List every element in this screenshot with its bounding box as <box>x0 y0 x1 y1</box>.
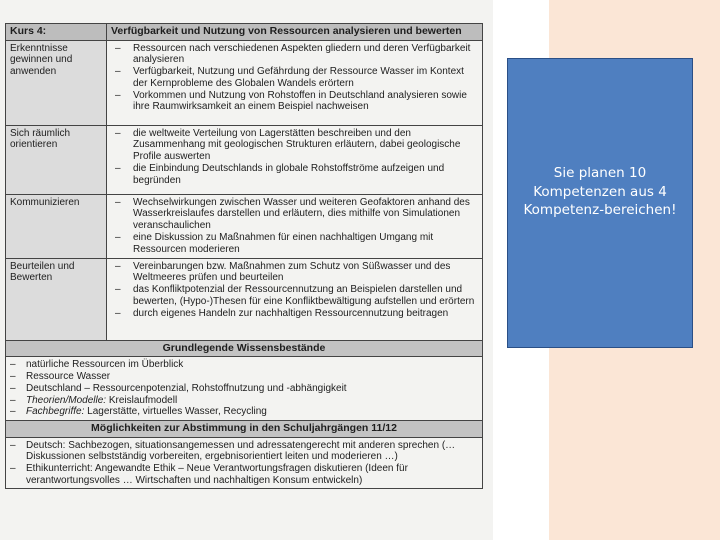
competency-items <box>107 125 483 194</box>
competency-items <box>107 40 483 125</box>
knowledge-item <box>10 406 478 418</box>
competency-item: – Vorkommen und Nutzung von Rohstoffen in Deutschland analysieren sowie ihre Raumwirksamkeit an einem Beispiel nachweisen <box>111 90 478 113</box>
coordination-item: – Deutsch: Sachbezogen, situationsangemessen und adressatengerecht mit anderen sprechen (… Diskussionen selbstständig vorbereiten, ergebnisorientiert leiten und moderieren …) <box>10 440 478 463</box>
competency-row <box>6 40 483 125</box>
coordination-list <box>6 437 483 489</box>
competency-table <box>5 23 483 489</box>
competency-row <box>6 258 483 340</box>
knowledge-item-prefix: Fachbegriffe: <box>26 406 85 418</box>
knowledge-item: – natürliche Ressourcen im Überblick <box>10 359 478 371</box>
competency-row <box>6 125 483 194</box>
competency-area: Sich räumlich orientieren <box>6 125 107 194</box>
competency-row <box>6 194 483 258</box>
knowledge-item: – Deutschland – Ressourcenpotenzial, Rohstoffnutzung und -abhängigkeit <box>10 383 478 395</box>
knowledge-heading: Grundlegende Wissensbestände <box>6 340 483 357</box>
competency-item: – Wechselwirkungen zwischen Wasser und weiteren Geofaktoren anhand des Wasserkreislaufes darstellen und erläutern, dies mithilfe von Simulationen veranschaulichen <box>111 197 478 232</box>
competency-item: – eine Diskussion zu Maßnahmen für einen nachhaltigen Umgang mit Ressourcen moderieren <box>111 232 478 255</box>
competency-item: – die weltweite Verteilung von Lagerstätten beschreiben und den Zusammenhang mit geologischen Strukturen erläutern, dabei geologische Profile auswerten <box>111 128 478 163</box>
competency-items <box>107 194 483 258</box>
coordination-heading: Möglichkeiten zur Abstimmung in den Schuljahrgängen 11/12 <box>6 420 483 437</box>
callout-text: Sie planen 10 Kompetenzen aus 4 Kompetenz-bereichen! <box>523 165 677 218</box>
competency-items <box>107 258 483 340</box>
competency-area: Erkenntnisse gewinnen und anwenden <box>6 40 107 125</box>
course-title: Verfügbarkeit und Nutzung von Ressourcen analysieren und bewerten <box>107 24 483 41</box>
knowledge-item <box>10 395 478 407</box>
knowledge-row <box>6 357 483 421</box>
knowledge-item-prefix: Theorien/Modelle: <box>26 394 107 406</box>
competency-area: Beurteilen und Bewerten <box>6 258 107 340</box>
competency-item: – die Einbindung Deutschlands in globale Rohstoffströme aufzeigen und begründen <box>111 163 478 186</box>
competency-item: – Ressourcen nach verschiedenen Aspekten gliedern und deren Verfügbarkeit analysieren <box>111 43 478 66</box>
competency-item: – das Konfliktpotenzial der Ressourcennutzung an Beispielen darstellen und bewerten, (Hypo-)Thesen für eine Konfliktbewältigung aufstellen und erörtern <box>111 284 478 307</box>
coordination-heading-row <box>6 420 483 437</box>
competency-item: – durch eigenes Handeln zur nachhaltigen Ressourcennutzung beitragen <box>111 308 478 320</box>
coordination-row <box>6 437 483 489</box>
knowledge-item-text: Kreislaufmodell <box>106 394 178 406</box>
knowledge-item: – Ressource Wasser <box>10 371 478 383</box>
coordination-item: – Ethikunterricht: Angewandte Ethik – Neue Verantwortungsfragen diskutieren (Ideen für verantwortungsvolles … Wirtschaften und nachhaltigen Konsum entwickeln) <box>10 463 478 486</box>
competency-area: Kommunizieren <box>6 194 107 258</box>
knowledge-list <box>6 357 483 421</box>
course-label: Kurs 4: <box>6 24 107 41</box>
curriculum-document <box>5 23 483 489</box>
knowledge-item-text: Lagerstätte, virtuelles Wasser, Recycling <box>84 406 267 418</box>
course-header-row <box>6 24 483 41</box>
competency-item: – Vereinbarungen bzw. Maßnahmen zum Schutz von Süßwasser und des Weltmeeres prüfen und beurteilen <box>111 261 478 284</box>
knowledge-heading-row <box>6 340 483 357</box>
competency-item: – Verfügbarkeit, Nutzung und Gefährdung der Ressource Wasser im Kontext der Kernprobleme des Globalen Wandels erörtern <box>111 66 478 89</box>
callout-box <box>507 58 693 348</box>
